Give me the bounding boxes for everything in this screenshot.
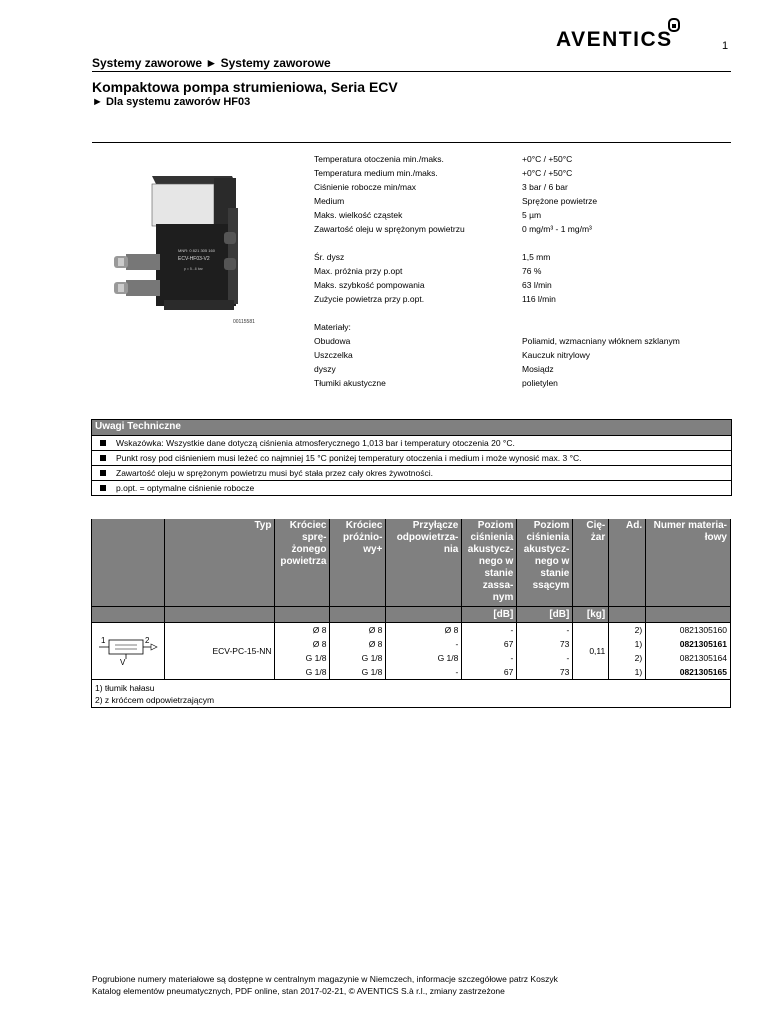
product-table xyxy=(91,519,731,708)
compressed-port-cell: Ø 8 xyxy=(275,637,330,651)
footnotes-row xyxy=(92,679,731,707)
brand-mark-icon xyxy=(668,18,680,32)
part-number-cell: 0821305160 xyxy=(646,622,731,637)
bullet-icon xyxy=(100,455,106,461)
note-cell: 1) xyxy=(609,665,646,680)
column-header-weight: Cię-żar xyxy=(573,519,609,606)
spec-value: 5 µm xyxy=(522,210,542,220)
type-cell: ECV-PC-15-NN xyxy=(165,622,275,679)
column-header-part-number: Numer materia-łowy xyxy=(646,519,731,606)
note-item xyxy=(92,451,731,466)
photo-label-line1: MNR: 0 821 305 160 xyxy=(178,248,215,253)
weight-cell: 0,11 xyxy=(573,622,609,679)
note-cell: 2) xyxy=(609,622,646,637)
symbol-port-2: 2 xyxy=(145,635,150,645)
spec-label: dyszy xyxy=(314,364,336,374)
symbol-port-1: 1 xyxy=(101,635,106,645)
bullet-icon xyxy=(100,485,106,491)
spec-label: Maks. szybkość pompowania xyxy=(314,280,425,290)
column-header-note: Ad. xyxy=(609,519,646,606)
noise-vacuum-cell: - xyxy=(517,651,573,665)
spec-label: Obudowa xyxy=(314,336,351,346)
technical-notes xyxy=(91,419,732,496)
spec-value: Mosiądz xyxy=(522,364,554,374)
note-cell: 2) xyxy=(609,651,646,665)
unit-cell: [kg] xyxy=(573,606,609,622)
noise-suction-cell: 67 xyxy=(462,665,517,680)
column-header-noise-suction: Poziom ciśnienia akustycz-nego w stanie zassa-nym xyxy=(462,519,517,606)
part-number-cell: 0821305165 xyxy=(646,665,731,680)
footnote: 2) z króćcem odpowietrzającym xyxy=(95,694,215,705)
pneumatic-symbol-icon xyxy=(95,629,161,669)
footer-line: Katalog elementów pneumatycznych, PDF online, stan 2017-02-21, © AVENTICS S.à r.l., zmiany zastrzeżone xyxy=(92,986,505,996)
spec-label: Max. próżnia przy p.opt xyxy=(314,266,403,276)
exhaust-port-cell: - xyxy=(386,637,462,651)
unit-cell: [dB] xyxy=(462,606,517,622)
spec-value: 1,5 mm xyxy=(522,252,551,262)
spec-label: Maks. wielkość cząstek xyxy=(314,210,403,220)
bullet-icon xyxy=(100,440,106,446)
part-number-cell: 0821305164 xyxy=(646,651,731,665)
spec-label: Temperatura medium min./maks. xyxy=(314,168,438,178)
divider xyxy=(92,142,731,143)
vacuum-port-cell: G 1/8 xyxy=(330,651,386,665)
spec-value: +0°C / +50°C xyxy=(522,168,573,178)
column-header-noise-vacuum: Poziom ciśnienia akustycz-nego w stanie ssącym xyxy=(517,519,573,606)
note-text: p.opt. = optymalne ciśnienie robocze xyxy=(116,483,255,493)
column-header-vacuum-port: Króciec próżnio-wy+ xyxy=(330,519,386,606)
compressed-port-cell: G 1/8 xyxy=(275,665,330,680)
photo-id: 00115581 xyxy=(233,319,255,325)
unit-cell xyxy=(165,606,275,622)
column-header-exhaust-port: Przyłącze odpowietrza-nia xyxy=(386,519,462,606)
spec-value: Kauczuk nitrylowy xyxy=(522,350,591,360)
unit-cell xyxy=(92,606,165,622)
note-item xyxy=(92,481,731,495)
unit-cell xyxy=(330,606,386,622)
exhaust-port-cell: G 1/8 xyxy=(386,651,462,665)
column-header-type: Typ xyxy=(165,519,275,606)
unit-cell: [dB] xyxy=(517,606,573,622)
symbol-port-v: V xyxy=(120,657,126,667)
noise-vacuum-cell: 73 xyxy=(517,665,573,680)
spec-value: polietylen xyxy=(522,378,558,388)
exhaust-port-cell: Ø 8 xyxy=(386,622,462,637)
spec-label: Medium xyxy=(314,196,345,206)
unit-cell xyxy=(609,606,646,622)
vacuum-port-cell: Ø 8 xyxy=(330,622,386,637)
spec-value: 116 l/min xyxy=(522,294,556,304)
note-text: Zawartość oleju w sprężonym powietrzu musi być stała przez cały okres żywotności. xyxy=(116,468,433,478)
spec-value: +0°C / +50°C xyxy=(522,154,573,164)
spec-value: 76 % xyxy=(522,266,542,276)
vacuum-port-cell: Ø 8 xyxy=(330,637,386,651)
footer-line: Pogrubione numery materiałowe są dostępne w centralnym magazynie w Niemczech, informacje szczegółowe patrz Koszyk xyxy=(92,974,558,984)
page-footer xyxy=(92,973,558,997)
compressed-port-cell: G 1/8 xyxy=(275,651,330,665)
breadcrumb: Systemy zaworowe ► Systemy zaworowe xyxy=(92,56,331,70)
photo-label-line2: ECV-HF03-V2 xyxy=(178,256,210,262)
photo-label-line3: p = 5...6 bar xyxy=(184,267,203,271)
note-item xyxy=(92,436,731,451)
page-number: 1 xyxy=(722,40,729,52)
notes-heading: Uwagi Techniczne xyxy=(92,420,731,436)
spec-label: Zawartość oleju w sprężonym powietrzu xyxy=(314,224,465,234)
spec-label: Tłumiki akustyczne xyxy=(314,378,386,388)
unit-cell xyxy=(646,606,731,622)
spec-value: Sprężone powietrze xyxy=(522,196,598,206)
spec-label: Materiały: xyxy=(314,322,351,332)
vacuum-port-cell: G 1/8 xyxy=(330,665,386,680)
footnotes-cell xyxy=(92,679,731,707)
spec-label: Ciśnienie robocze min/max xyxy=(314,182,417,192)
spec-label: Uszczelka xyxy=(314,350,353,360)
pneumatic-symbol-cell xyxy=(92,622,165,679)
spec-value: 63 l/min xyxy=(522,280,552,290)
exhaust-port-cell: - xyxy=(386,665,462,680)
note-cell: 1) xyxy=(609,637,646,651)
page-title: Kompaktowa pompa strumieniowa, Seria ECV xyxy=(92,79,398,95)
column-header-symbol xyxy=(92,519,165,606)
compressed-port-cell: Ø 8 xyxy=(275,622,330,637)
divider xyxy=(92,71,731,72)
part-number-cell: 0821305161 xyxy=(646,637,731,651)
unit-cell xyxy=(386,606,462,622)
noise-suction-cell: - xyxy=(462,651,517,665)
column-header-compressed-port: Króciec sprę-żonego powietrza xyxy=(275,519,330,606)
bullet-icon xyxy=(100,470,106,476)
note-item xyxy=(92,466,731,481)
table-row xyxy=(92,622,731,637)
spec-label: Śr. dysz xyxy=(314,252,345,262)
noise-vacuum-cell: 73 xyxy=(517,637,573,651)
spec-label: Zużycie powietrza przy p.opt. xyxy=(314,294,425,304)
page-subtitle: ► Dla systemu zaworów HF03 xyxy=(92,96,251,108)
spec-value: Poliamid, wzmacniany włóknem szklanym xyxy=(522,336,680,346)
product-photo xyxy=(104,168,254,318)
noise-suction-cell: 67 xyxy=(462,637,517,651)
noise-vacuum-cell: - xyxy=(517,622,573,637)
brand-logo: AVENTICS xyxy=(556,28,673,51)
unit-cell xyxy=(275,606,330,622)
noise-suction-cell: - xyxy=(462,622,517,637)
note-text: Punkt rosy pod ciśnieniem musi leżeć co najmniej 15 °C poniżej temperatury otoczenia i medium i może wynosić max. 3 °C. xyxy=(116,453,582,463)
note-text: Wskazówka: Wszystkie dane dotyczą ciśnienia atmosferycznego 1,013 bar i temperatury otoczenia 20 °C. xyxy=(116,438,515,448)
footnote: 1) tłumik hałasu xyxy=(95,682,155,693)
spec-value: 3 bar / 6 bar xyxy=(522,182,568,192)
spec-value: 0 mg/m³ - 1 mg/m³ xyxy=(522,224,592,234)
spec-label: Temperatura otoczenia min./maks. xyxy=(314,154,444,164)
